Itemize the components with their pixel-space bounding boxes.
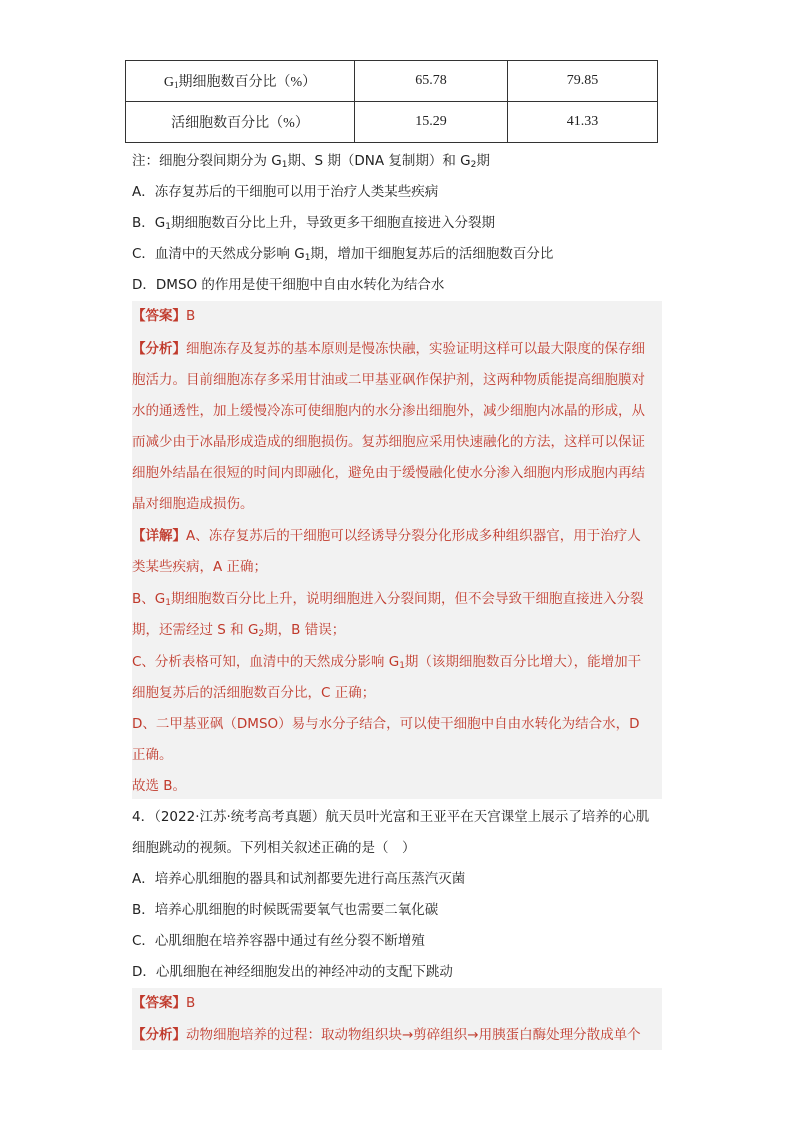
detail-line: 期，还需经过 S 和 $G_2$期，B 错误；	[132, 622, 346, 639]
question-stem: 4．（2022·江苏·统考高考真题）航天员叶光富和王亚平在天宫课堂上展示了培养的心肌	[132, 809, 650, 825]
option-b: B．培养心肌细胞的时候既需要氧气也需要二氧化碳	[132, 902, 439, 918]
option-c: C．心肌细胞在培养容器中通过有丝分裂不断增殖	[132, 933, 425, 949]
table-note: 注：细胞分裂间期分为 $G_1$期、S 期（DNA 复制期）和 $G_2$期	[132, 153, 490, 170]
detail-line: 细胞复苏后的活细胞数百分比，C 正确；	[132, 685, 376, 701]
analysis-line: 晶对细胞造成损伤。	[132, 496, 254, 512]
table-cell-value: 15.29	[355, 102, 508, 143]
option-c: C．血清中的天然成分影响 $G_1$期，增加干细胞复苏后的活细胞数百分比	[132, 246, 554, 263]
detail-line: C、分析表格可知，血清中的天然成分影响 $G_1$期（该期细胞数百分比增大），能增加干	[132, 654, 642, 671]
detail-line: 【详解】A、冻存复苏后的干细胞可以经诱导分裂分化形成多种组织器官，用于治疗人	[132, 528, 641, 544]
option-a: A．培养心肌细胞的器具和试剂都要先进行高压蒸汽灭菌	[132, 871, 466, 887]
option-d: D．心肌细胞在神经细胞发出的神经冲动的支配下跳动	[132, 964, 453, 980]
detail-line: D、二甲基亚砜（DMSO）易与水分子结合，可以使干细胞中自由水转化为结合水，D	[132, 716, 640, 732]
answer-line: 【答案】B	[132, 308, 196, 324]
detail-line: 类某些疾病，A 正确；	[132, 559, 268, 575]
table-cell-label: $G_1$期细胞数百分比（%）	[126, 61, 355, 102]
table-cell-label: 活细胞数百分比（%）	[126, 102, 355, 143]
option-d: D．DMSO 的作用是使干细胞中自由水转化为结合水	[132, 277, 445, 293]
table-row	[126, 61, 658, 102]
conclusion-line: 故选 B。	[132, 778, 187, 794]
option-a: A．冻存复苏后的干细胞可以用于治疗人类某些疾病	[132, 184, 439, 200]
analysis-line: 细胞外结晶在很短的时间内即融化，避免由于缓慢融化使水分渗入细胞内形成胞内再结	[132, 465, 645, 481]
analysis-line: 而减少由于冰晶形成造成的细胞损伤。复苏细胞应采用快速融化的方法，这样可以保证	[132, 434, 645, 450]
detail-line: B、$G_1$期细胞数百分比上升，说明细胞进入分裂间期，但不会导致干细胞直接进入分裂	[132, 591, 644, 608]
analysis-line: 【分析】动物细胞培养的过程：取动物组织块→剪碎组织→用胰蛋白酶处理分散成单个	[132, 1027, 641, 1043]
table-cell-value: 65.78	[355, 61, 508, 102]
analysis-line: 【分析】细胞冻存及复苏的基本原则是慢冻快融，实验证明这样可以最大限度的保存细	[132, 341, 645, 357]
detail-line: 正确。	[132, 747, 173, 763]
analysis-line: 胞活力。目前细胞冻存多采用甘油或二甲基亚砜作保护剂，这两种物质能提高细胞膜对	[132, 372, 645, 388]
option-b: B．$G_1$期细胞数百分比上升，导致更多干细胞直接进入分裂期	[132, 215, 495, 232]
table-cell-value: 41.33	[508, 102, 658, 143]
analysis-line: 水的通透性，加上缓慢冷冻可使细胞内的水分渗出细胞外，减少细胞内冰晶的形成，从	[132, 403, 645, 419]
answer-line: 【答案】B	[132, 995, 196, 1011]
question-stem: 细胞跳动的视频。下列相关叙述正确的是（ ）	[132, 840, 416, 856]
table-row	[126, 102, 658, 143]
data-table	[125, 60, 658, 143]
table-cell-value: 79.85	[508, 61, 658, 102]
